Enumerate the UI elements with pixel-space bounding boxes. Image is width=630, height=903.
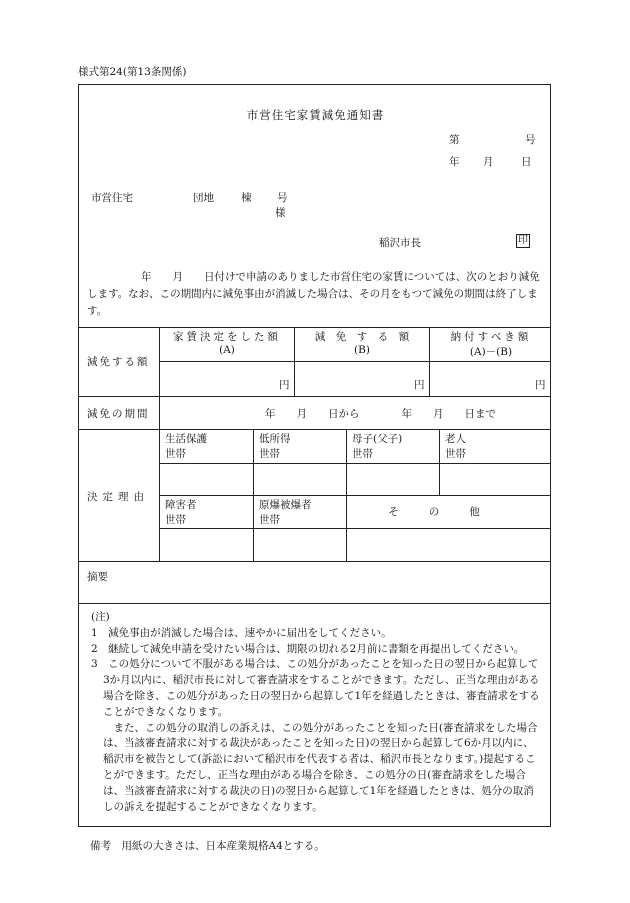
col2-yen: 円 <box>414 379 425 391</box>
col2-sub: (B) <box>354 344 370 356</box>
date-day: 日 <box>521 156 532 168</box>
note-1: 1 減免事由が消滅した場合は、速やかに届出をしてください。 <box>91 626 392 639</box>
reason-lowincome-l1: 低所得 <box>259 433 291 445</box>
reason-label: 決定理由 <box>87 491 149 503</box>
date-year: 年 <box>449 156 460 168</box>
rule-8 <box>79 561 550 562</box>
rule-7 <box>159 528 550 529</box>
reason-single-parent-l1: 母子(父子) <box>352 433 403 445</box>
col3-yen: 円 <box>535 379 546 391</box>
rule-3 <box>79 396 550 397</box>
period-label: 減免の期間 <box>87 408 150 420</box>
body-paragraph: 年 月 日付けで申請のありました市営住宅の家賃については、次のとおり減免します。なお、この期間内に減免事由が消滅した場合は、その月をもつて減免の期間は終了します。 <box>87 271 540 317</box>
address-house: 市営住宅 <box>91 192 133 204</box>
col-rule-b <box>294 327 295 396</box>
seal-box <box>516 234 530 248</box>
notes-block <box>91 610 541 815</box>
rule-9 <box>79 603 550 604</box>
document-title: 市営住宅家賃減免通知書 <box>246 108 385 122</box>
note-2: 2 継続して減免申請を受けたい場合は、期限の切れる2月前に書類を再提出してください。 <box>91 642 525 655</box>
reason-atomic-l1: 原爆被爆者 <box>259 499 312 511</box>
col1-label: 家賃決定をした額 <box>173 331 281 343</box>
footer-remark: 備考 用紙の大きさは、日本産業規格A4とする。 <box>90 840 325 852</box>
reason-disability-l1: 障害者 <box>165 499 197 511</box>
address-danchi: 団地 <box>193 192 214 204</box>
rule-1 <box>79 327 550 328</box>
seal-label: 印 <box>518 235 528 246</box>
reason-livelihood-l1: 生活保護 <box>165 433 207 445</box>
number-go: 号 <box>525 134 536 146</box>
col-rule-c <box>429 327 430 396</box>
reason-elderly-l1: 老人 <box>445 433 466 445</box>
note-3b: また、この処分の取消しの訴えは、この処分があったことを知った日(審査請求をした場合は、当該審査請求に対する裁決があったことを知った日)の翌日から起算して6か月以内に、稲沢市を被告として(訴訟において稲沢市を代表する者は、稲沢市長となります。)提起することができます。ただし、正当な理由がある場合を除き、この処分の日(審査請求をした場合は、当該審査請求に対する裁決の日)の翌日から起算して1年を経過したときは、処分の取消しの訴えを提起することができなくなります。 <box>103 721 538 813</box>
reason-elderly <box>445 431 545 461</box>
col-rule-e <box>346 429 347 561</box>
reason-atomic <box>259 497 340 527</box>
address-tou: 棟 <box>241 192 252 204</box>
reason-elderly-l2: 世帯 <box>445 448 466 460</box>
form-frame <box>78 84 551 827</box>
form-label: 様式第24(第13条関係) <box>78 66 187 78</box>
note-3: 3 この処分について不服がある場合は、この処分があったことを知った日の翌日から起算して3か月以内に、稲沢市長に対して審査請求をすることができます。ただし、正当な理由がある場合を除き、この処分があった日の翌日から起算して1年を経過したときは、審査請求をすることができなくなります。 <box>91 658 540 718</box>
reason-disability <box>165 497 247 527</box>
reason-single-parent <box>352 431 434 461</box>
period-text: 年 月 日から 年 月 日まで <box>265 408 496 420</box>
col1-sub: (A) <box>219 344 235 356</box>
reason-livelihood <box>165 431 247 461</box>
address-go: 号 <box>277 192 288 204</box>
notes-header: (注) <box>91 611 110 623</box>
reason-atomic-l2: 世帯 <box>259 514 280 526</box>
summary-label: 摘要 <box>87 571 108 583</box>
col2-label: 減 免 す る 額 <box>314 331 410 343</box>
rule-4 <box>79 429 550 430</box>
col-rule-f <box>439 429 440 495</box>
amount-label: 減免する額 <box>87 356 150 368</box>
reason-lowincome-l2: 世帯 <box>259 448 280 460</box>
col1-yen: 円 <box>279 379 290 391</box>
reason-single-parent-l2: 世帯 <box>352 448 373 460</box>
reason-disability-l2: 世帯 <box>165 514 186 526</box>
rule-2 <box>159 361 550 362</box>
issuer-name: 稲沢市長 <box>379 237 421 249</box>
reason-lowincome <box>259 431 340 461</box>
col-rule-d <box>253 429 254 561</box>
col3-label: 納付すべき額 <box>450 331 532 343</box>
reason-other: その他 <box>388 506 510 518</box>
address-sama: 様 <box>275 207 286 219</box>
rule-6 <box>159 495 550 496</box>
rule-5 <box>159 463 550 464</box>
number-dai: 第 <box>449 134 460 146</box>
reason-livelihood-l2: 世帯 <box>165 448 186 460</box>
col-rule-a <box>159 327 160 561</box>
date-month: 月 <box>483 156 494 168</box>
col3-sub: (A)－(B) <box>469 346 513 358</box>
